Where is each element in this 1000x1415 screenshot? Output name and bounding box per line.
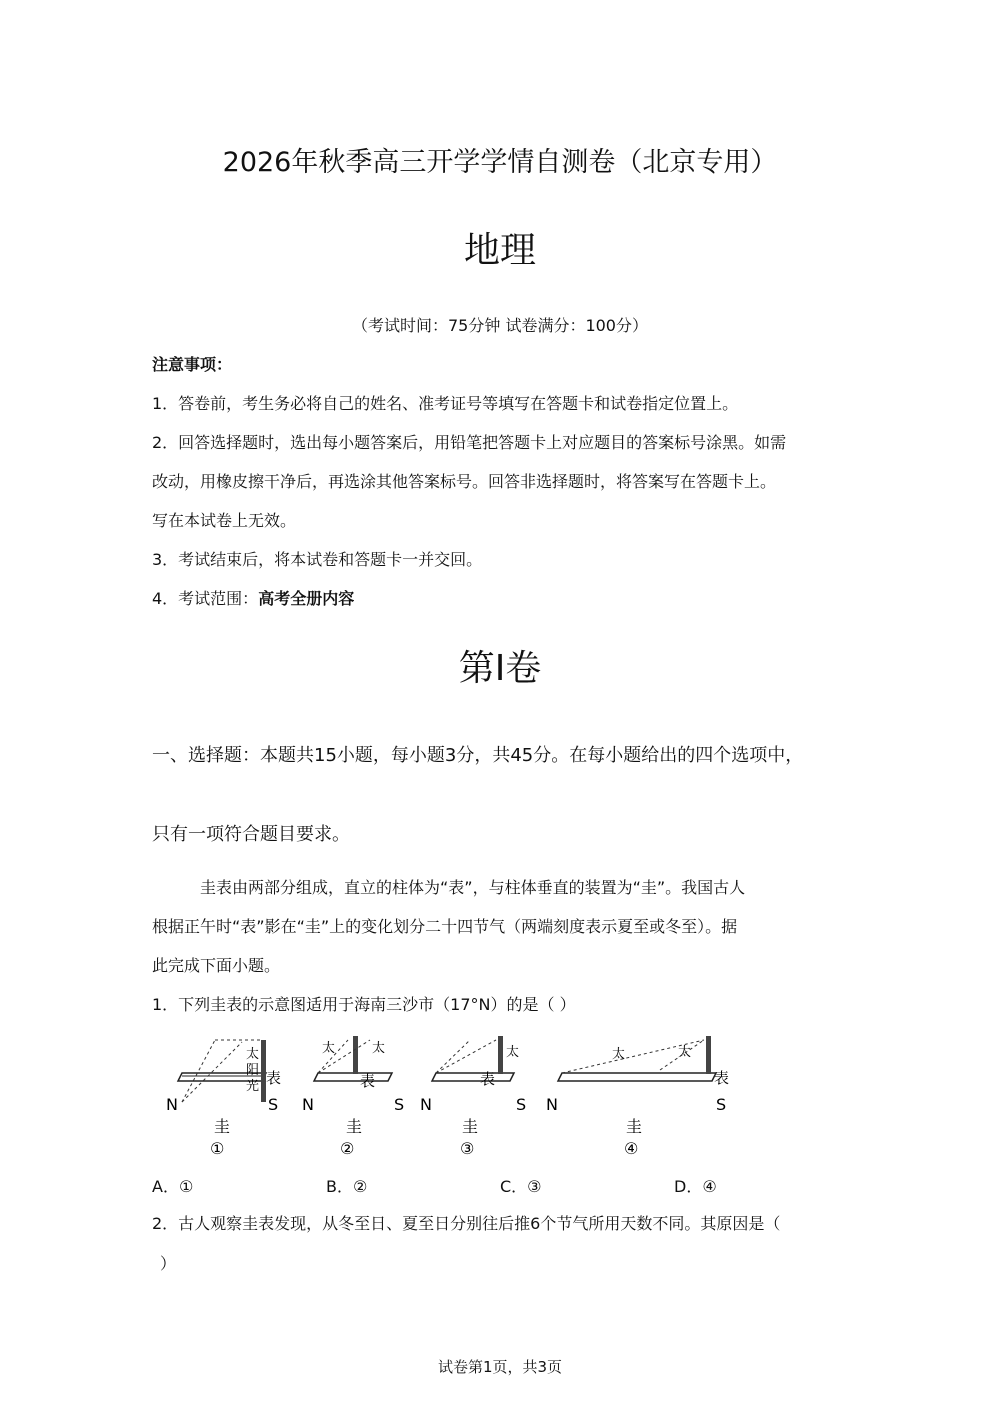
diagram-number-4: ④ bbox=[624, 1139, 639, 1158]
volume-title: 第Ⅰ卷 bbox=[458, 648, 542, 689]
option-b[interactable]: B．② bbox=[326, 1177, 368, 1196]
option-a[interactable]: A．① bbox=[152, 1177, 194, 1196]
passage-line-1: 圭表由两部分组成，直立的柱体为“表”，与柱体垂直的装置为“圭”。我国古人 bbox=[200, 878, 746, 897]
gui-label: 圭 bbox=[626, 1117, 643, 1136]
sun-label: 太 bbox=[322, 1041, 336, 1056]
notes-item-1: 1．答卷前，考生务必将自己的姓名、准考证号等填写在答题卡和试卷指定位置上。 bbox=[152, 394, 739, 413]
north-label: N bbox=[166, 1095, 178, 1114]
sun-label: 太 bbox=[506, 1045, 520, 1060]
passage-line-2: 根据正午时“表”影在“圭”上的变化划分二十四节气（两端刻度表示夏至或冬至）。据 bbox=[152, 917, 738, 936]
notes-item-4 bbox=[152, 587, 852, 611]
option-c[interactable]: C．③ bbox=[500, 1177, 542, 1196]
gnomon-diagram-2 bbox=[302, 1036, 404, 1158]
question-2-stem-line-1: 2．古人观察圭表发现，从冬至日、夏至日分别往后推6个节气所用天数不同。其原因是（ bbox=[152, 1214, 781, 1233]
biao-label: 表 bbox=[266, 1069, 282, 1087]
north-label: N bbox=[546, 1095, 558, 1114]
light-label: 光 bbox=[246, 1079, 260, 1094]
gnomon-diagram-4 bbox=[546, 1036, 729, 1158]
exam-scope: 高考全册内容 bbox=[258, 589, 355, 608]
notes-item-2-line-2: 改动，用橡皮擦干净后，再选涂其他答案标号。回答非选择题时，将答案写在答题卡上。 bbox=[152, 472, 777, 491]
south-label: S bbox=[394, 1095, 405, 1114]
exam-title: 2026年秋季高三开学学情自测卷（北京专用） bbox=[222, 147, 778, 178]
south-label: S bbox=[716, 1095, 727, 1114]
option-d[interactable]: D．④ bbox=[674, 1177, 717, 1196]
biao-label: 表 bbox=[360, 1072, 376, 1090]
north-label: N bbox=[302, 1095, 314, 1114]
gnomon-diagram-1 bbox=[166, 1040, 281, 1158]
diagram-number-3: ③ bbox=[460, 1139, 475, 1158]
section-heading-line-1: 一、选择题：本题共15小题，每小题3分，共45分。在每小题给出的四个选项中， bbox=[152, 745, 804, 766]
gui-label: 圭 bbox=[346, 1117, 363, 1136]
gnomon-diagram-3 bbox=[420, 1036, 526, 1158]
gui-label: 圭 bbox=[214, 1117, 231, 1136]
passage-line-3: 此完成下面小题。 bbox=[152, 956, 281, 975]
diagram-number-2: ② bbox=[340, 1139, 355, 1158]
section-heading-line-2: 只有一项符合题目要求。 bbox=[152, 824, 350, 845]
page-footer: 试卷第1页，共3页 bbox=[437, 1358, 563, 1376]
question-2-stem-line-2: ） bbox=[160, 1254, 177, 1273]
gui-label: 圭 bbox=[462, 1117, 479, 1136]
notes-item-2-line-3: 写在本试卷上无效。 bbox=[152, 511, 297, 530]
yang-label: 阳 bbox=[246, 1063, 260, 1078]
subject-title: 地理 bbox=[463, 230, 536, 271]
sun-label: 太 bbox=[246, 1047, 260, 1062]
diagram-number-1: ① bbox=[210, 1139, 225, 1158]
gnomon-figure bbox=[0, 1028, 1000, 1163]
biao-label: 表 bbox=[480, 1070, 496, 1088]
sun-label-2: 太 bbox=[678, 1045, 692, 1060]
south-label: S bbox=[516, 1095, 527, 1114]
question-1-options bbox=[0, 1174, 1000, 1198]
notes-item-4-prefix: 4．考试范围： bbox=[152, 589, 259, 608]
biao-label: 表 bbox=[714, 1069, 730, 1087]
question-1-stem: 1．下列圭表的示意图适用于海南三沙市（17°N）的是（ ） bbox=[152, 995, 576, 1014]
sun-label: 太 bbox=[612, 1047, 626, 1062]
exam-info: （考试时间：75分钟 试卷满分：100分） bbox=[352, 316, 648, 335]
notes-title: 注意事项： bbox=[152, 355, 233, 374]
sun-label-2: 太 bbox=[372, 1041, 386, 1056]
notes-item-2-line-1: 2．回答选择题时，选出每小题答案后，用铅笔把答题卡上对应题目的答案标号涂黑。如需 bbox=[152, 433, 787, 452]
notes-item-3: 3．考试结束后，将本试卷和答题卡一并交回。 bbox=[152, 550, 483, 569]
north-label: N bbox=[420, 1095, 432, 1114]
south-label: S bbox=[268, 1095, 279, 1114]
